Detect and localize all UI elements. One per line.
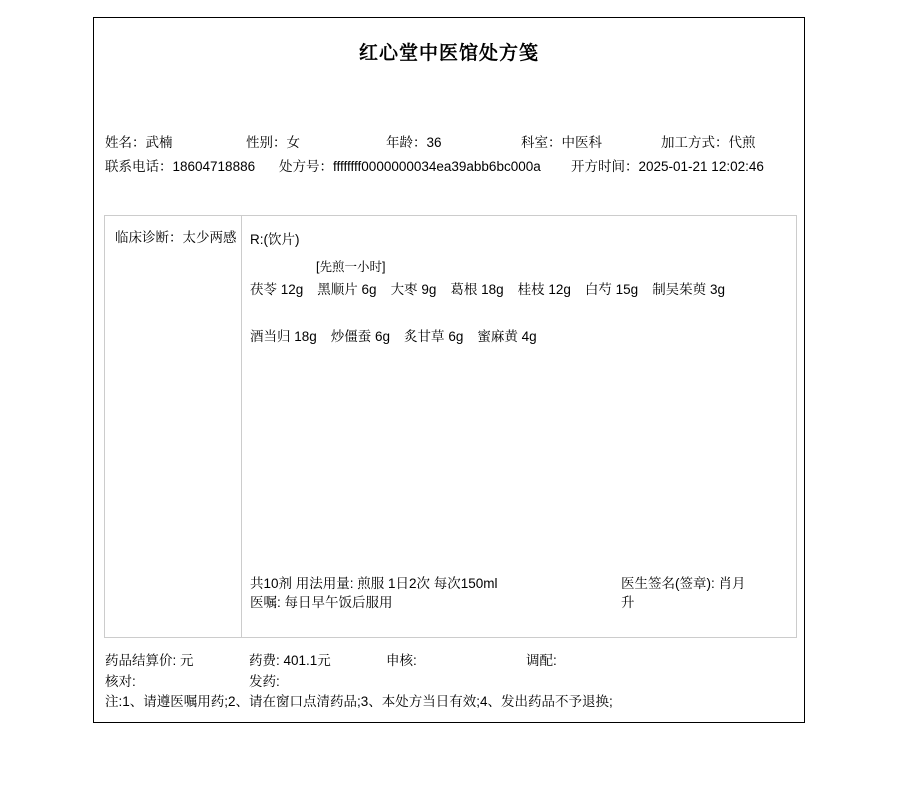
herb-item: 大枣 9g — [390, 282, 437, 297]
herb-item: 蜜麻黄 4g — [477, 329, 537, 344]
department: 科室：中医科 — [521, 135, 602, 150]
dosage-advice-block — [250, 574, 498, 612]
check-label: 核对: — [105, 674, 136, 689]
herb-item: 酒当归 18g — [250, 329, 317, 344]
patient-age: 年龄：36 — [386, 135, 442, 150]
processing-method: 加工方式：代煎 — [661, 135, 756, 150]
footer-note: 注:1、请遵医嘱用药;2、请在窗口点清药品;3、本处方当日有效;4、发出药品不予退换; — [105, 694, 613, 709]
herb-item: 白芍 15g — [584, 282, 639, 297]
prescription-number: 处方号：ffffffff0000000034ea39abb6bc000a — [279, 159, 541, 174]
herb-item: 茯苓 12g — [250, 282, 304, 297]
contact-phone: 联系电话：18604718886 — [105, 159, 256, 174]
dosage-line: 共10剂 用法用量: 煎服 1日2次 每次150ml — [250, 576, 498, 591]
herb-line-1 — [250, 278, 739, 298]
herb-item: 黑顺片 6g — [317, 282, 377, 297]
doctor-signature: 医生签名(签章): 肖月升 — [621, 576, 746, 610]
herb-item: 制吴茱萸 3g — [652, 282, 725, 297]
herb-item: 炒僵蚕 6g — [330, 329, 391, 344]
prescription-time: 开方时间：2025-01-21 12:02:46 — [571, 159, 764, 174]
drug-fee: 药费: 401.1元 — [249, 653, 331, 668]
rx-header: R:(饮片) — [250, 232, 300, 247]
clinical-diagnosis: 临床诊断：太少两感 — [105, 216, 242, 637]
dispense-label: 调配: — [526, 653, 557, 668]
doctor-advice-line: 医嘱: 每日早午饭后服用 — [250, 595, 393, 610]
prescription-content — [242, 216, 796, 637]
herb-item: 葛根 18g — [450, 282, 504, 297]
issue-label: 发药: — [249, 674, 280, 689]
review-label: 申核: — [386, 653, 417, 668]
clinic-title: 红心堂中医馆处方笺 — [358, 43, 539, 64]
prescription-document — [93, 17, 805, 723]
patient-gender: 性别：女 — [246, 135, 300, 150]
herb-item: 炙甘草 6g — [404, 329, 464, 344]
herb-line-2 — [250, 325, 551, 345]
herb-item: 桂枝 12g — [517, 282, 571, 297]
patient-name: 姓名：武楠 — [105, 135, 173, 150]
settle-price: 药品结算价: 元 — [105, 653, 194, 668]
pre-decoct-note: [先煎一小时] — [316, 260, 386, 274]
prescription-box — [104, 215, 797, 638]
